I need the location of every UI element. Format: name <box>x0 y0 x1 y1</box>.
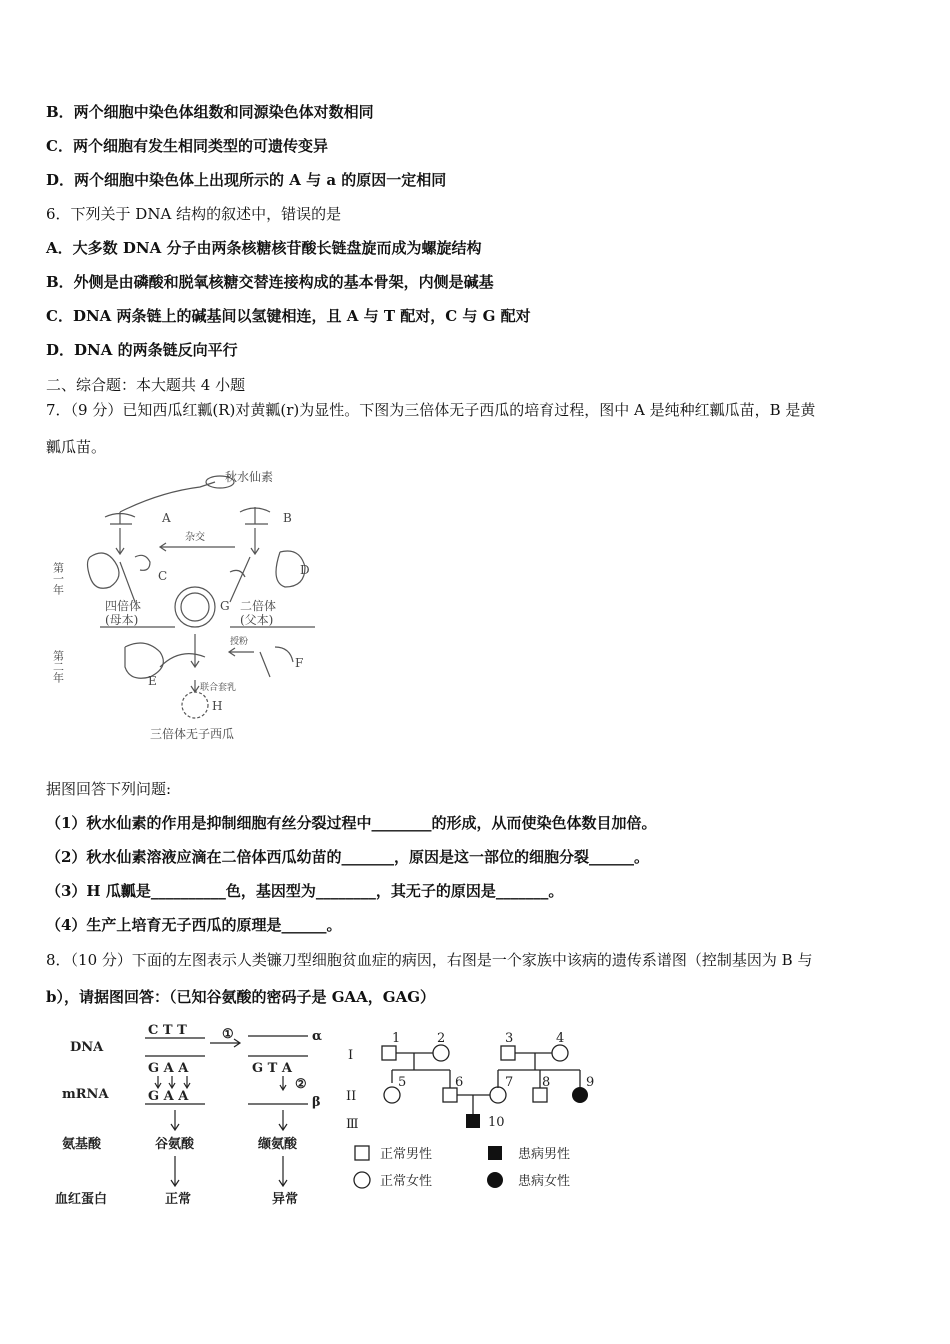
ind-10-affected-male <box>466 1114 480 1128</box>
q7-prompt: 据图回答下列问题: <box>46 780 172 798</box>
q5-option-b: B．两个细胞中染色体组数和同源染色体对数相同 <box>46 103 374 121</box>
legend-normal-male-symbol <box>355 1146 369 1160</box>
q7-sub1: （1）秋水仙素的作用是抑制细胞有丝分裂过程中________的形成，从而使染色体数目加倍。 <box>46 814 657 832</box>
ind-5-normal-female <box>384 1087 400 1103</box>
label-g: G <box>220 599 230 613</box>
q6-option-d: D．DNA 的两条链反向平行 <box>46 341 238 359</box>
mother-label: (母本) <box>105 613 139 627</box>
id-10: 10 <box>488 1115 505 1130</box>
diploid-label: 二倍体 <box>240 599 277 613</box>
dna-bottom-seq: G A A <box>148 1061 189 1076</box>
hb-normal-label: 正常 <box>165 1192 192 1207</box>
year2-label: 第二年 <box>51 650 65 683</box>
legend-normal-male-label: 正常男性 <box>380 1147 433 1162</box>
alpha-label: α <box>312 1029 323 1044</box>
ind-3-normal-male <box>501 1046 515 1060</box>
label-c: C <box>158 569 168 583</box>
q6-option-c: C．DNA 两条链上的碱基间以氢键相连，且 A 与 T 配对，C 与 G 配对 <box>46 307 531 325</box>
id-7: 7 <box>505 1075 514 1090</box>
tetraploid-label: 四倍体 <box>105 599 142 613</box>
ind-9-affected-female <box>572 1087 588 1103</box>
label-b: B <box>283 511 292 525</box>
row-hb-label: 血红蛋白 <box>55 1192 108 1207</box>
mrna-normal-seq: G A A <box>148 1089 189 1104</box>
ind-6-normal-male <box>443 1088 457 1102</box>
q6-stem: 6．下列关于 DNA 结构的叙述中，错误的是 <box>46 205 342 223</box>
hb-mutant-label: 异常 <box>272 1192 299 1207</box>
legend-normal-female-label: 正常女性 <box>380 1174 433 1189</box>
legend-normal-female-symbol <box>354 1172 370 1188</box>
q5-option-d: D．两个细胞中染色体上出现所示的 A 与 a 的原因一定相同 <box>46 171 447 189</box>
beta-label: β <box>312 1095 321 1110</box>
q7-sub4: （4）生产上培育无子西瓜的原理是______。 <box>46 916 342 934</box>
q7-stem-line1: 7．（9 分）已知西瓜红瓤(R)对黄瓤(r)为显性。下图为三倍体无子西瓜的培育过程，图中 A 是纯种红瓤瓜苗，B 是黄 <box>46 401 816 419</box>
pollinate-label: 授粉 <box>230 637 249 647</box>
dna-mutant-seq: G T A <box>252 1061 292 1076</box>
label-d: D <box>300 563 310 577</box>
step2-label: ② <box>295 1077 307 1092</box>
ind-4-normal-female <box>552 1045 568 1061</box>
ind-8-normal-male <box>533 1088 547 1102</box>
id-2: 2 <box>437 1031 446 1046</box>
id-3: 3 <box>505 1031 514 1046</box>
pedigree-chart <box>340 1028 620 1193</box>
aa-normal-label: 谷氨酸 <box>155 1137 195 1152</box>
ind-2-normal-female <box>433 1045 449 1061</box>
gen-1-label: I <box>348 1048 354 1063</box>
ind-7-normal-female <box>490 1087 506 1103</box>
hybrid-label: 杂交 <box>185 532 205 543</box>
aa-mutant-label: 缬氨酸 <box>258 1137 298 1152</box>
dna-protein-figure <box>50 1018 340 1213</box>
watermelon-breeding-figure <box>50 462 340 747</box>
legend-affected-female-symbol <box>487 1172 503 1188</box>
ind-1-normal-male <box>382 1046 396 1060</box>
id-4: 4 <box>556 1031 565 1046</box>
q7-sub2: （2）秋水仙素溶液应滴在二倍体西瓜幼苗的_______，原因是这一部位的细胞分裂______。 <box>46 848 649 866</box>
row-dna-label: DNA <box>70 1040 104 1055</box>
colchicine-label: 秋水仙素 <box>225 470 274 484</box>
label-h: H <box>212 699 223 713</box>
id-9: 9 <box>586 1075 595 1090</box>
gen-3-label: Ⅲ <box>346 1117 359 1132</box>
row-mrna-label: mRNA <box>62 1087 109 1102</box>
section-heading: 二、综合题：本大题共 4 小题 <box>46 376 246 394</box>
interplant-label: 联合套乳 <box>200 683 237 693</box>
triploid-label: 三倍体无子西瓜 <box>150 727 235 741</box>
label-f: F <box>295 656 304 670</box>
row-aa-label: 氨基酸 <box>62 1137 102 1152</box>
q8-stem-line2: b），请据图回答：（已知谷氨酸的密码子是 GAA，GAG） <box>46 988 436 1006</box>
legend-affected-male-label: 患病男性 <box>518 1147 571 1162</box>
q6-option-b: B．外侧是由磷酸和脱氧核糖交替连接构成的基本骨架，内侧是碱基 <box>46 273 494 291</box>
legend-affected-male-symbol <box>488 1146 502 1160</box>
gen-2-label: II <box>346 1089 357 1104</box>
id-8: 8 <box>542 1075 551 1090</box>
id-5: 5 <box>398 1075 407 1090</box>
step1-label: ① <box>222 1027 234 1042</box>
id-6: 6 <box>455 1075 464 1090</box>
q7-sub3: （3）H 瓜瓤是__________色，基因型为________，其无子的原因是_______。 <box>46 882 564 900</box>
legend-affected-female-label: 患病女性 <box>518 1174 571 1189</box>
label-a: A <box>162 511 171 525</box>
id-1: 1 <box>392 1031 401 1046</box>
label-e: E <box>148 674 157 688</box>
q7-stem-line2: 瓤瓜苗。 <box>46 438 107 456</box>
q6-option-a: A．大多数 DNA 分子由两条核糖核苷酸长链盘旋而成为螺旋结构 <box>46 239 482 257</box>
dna-top-seq: C T T <box>148 1023 187 1038</box>
year1-label: 第一年 <box>51 562 65 595</box>
father-label: (父本) <box>240 613 274 627</box>
q8-stem-line1: 8．（10 分）下面的左图表示人类镰刀型细胞贫血症的病因，右图是一个家族中该病的遗传系谱图（控制基因为 B 与 <box>46 951 813 969</box>
q5-option-c: C．两个细胞有发生相同类型的可遗传变异 <box>46 137 328 155</box>
